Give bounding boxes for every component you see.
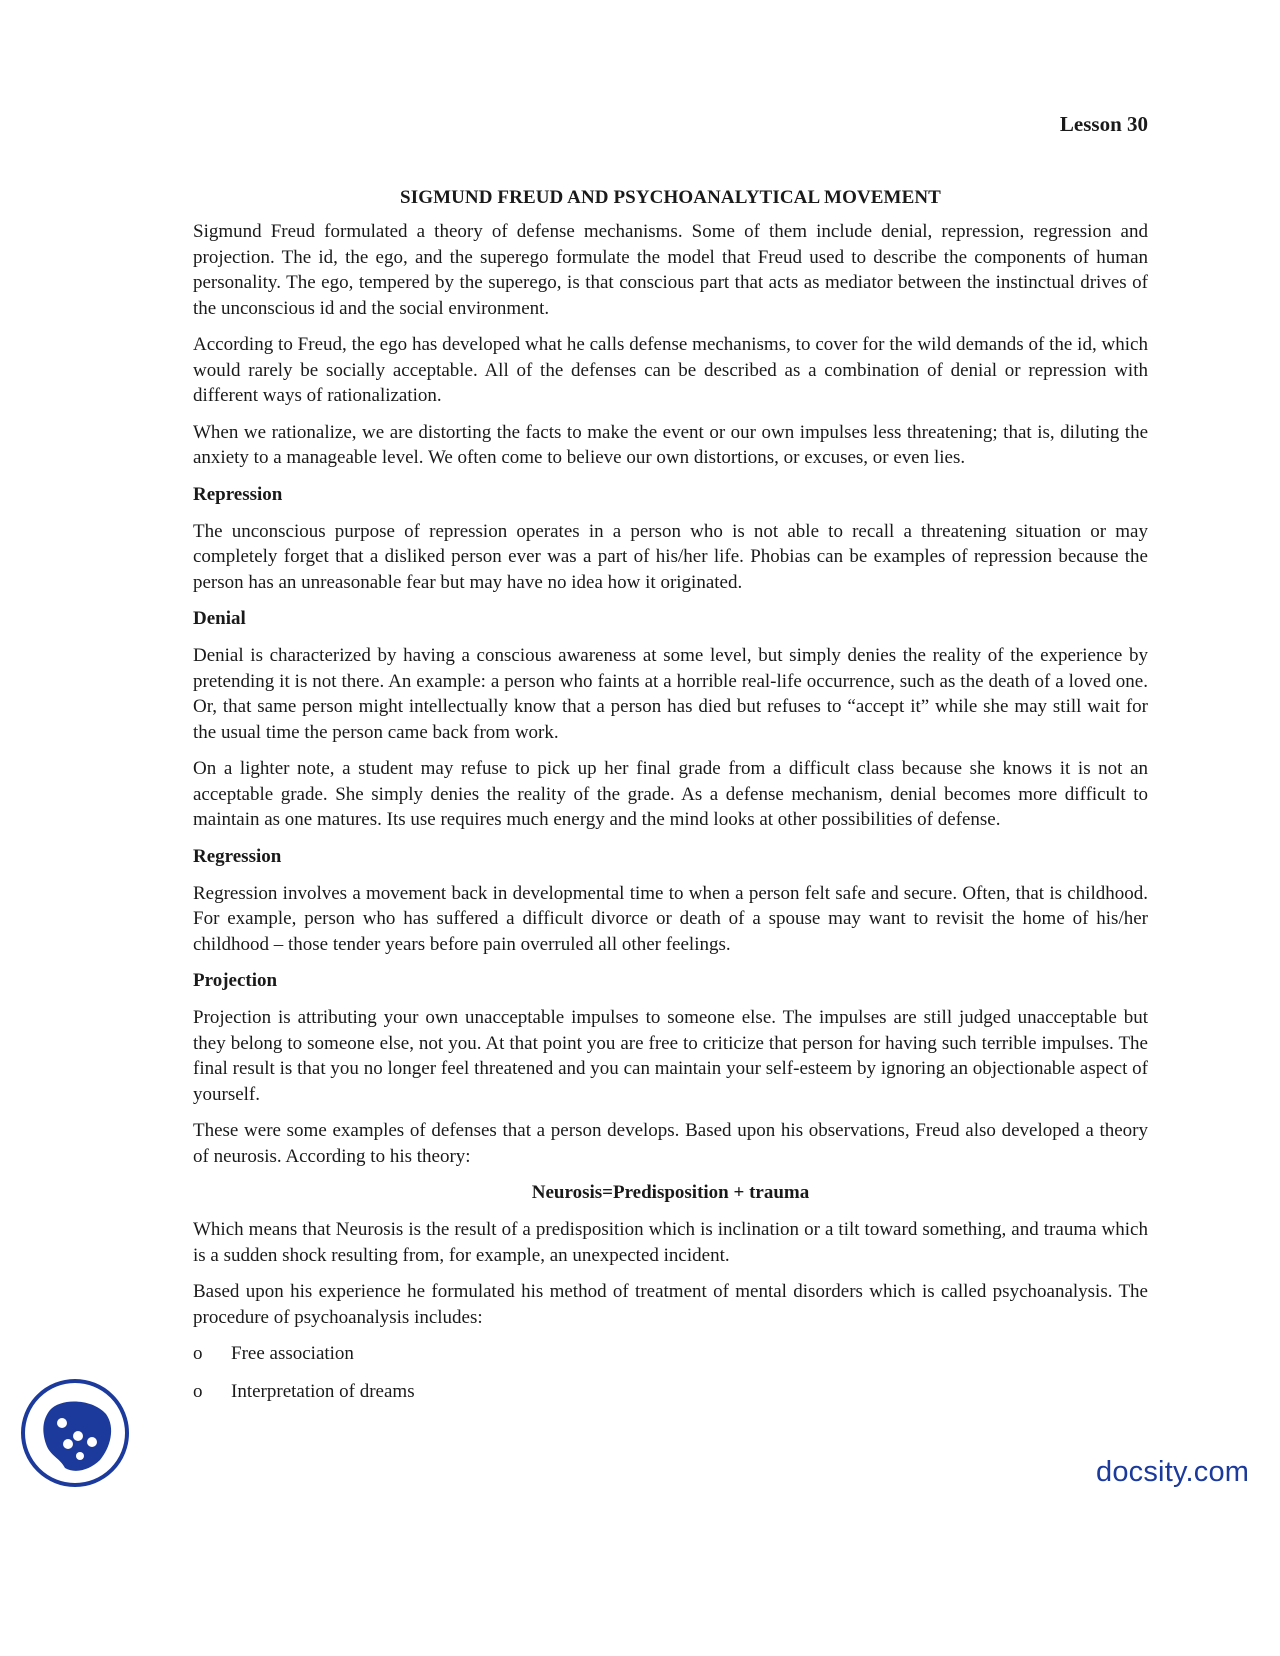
section-heading-repression: Repression bbox=[193, 483, 283, 505]
list-item-label: Free association bbox=[231, 1343, 354, 1364]
neurosis-formula: Neurosis=Predisposition + trauma bbox=[531, 1182, 810, 1203]
projection-paragraph-1: Projection is attributing your own unacceptable impulses to someone else. The impulses are still judged unacceptable but they belong to someone else, not you. At that point you are free to criticize that person for having such terrible impulses. The final result is that you no longer feel threatened and you can maintain your self-esteem by ignoring an objectionable aspect of yourself. bbox=[193, 1007, 1148, 1105]
docsity-brand-link[interactable]: docsity.com bbox=[1096, 1456, 1250, 1488]
repression-paragraph: The unconscious purpose of repression operates in a person who is not able to recall a threatening situation or may completely forget that a disliked person ever was a part of his/her life. Phobias can be examples of repression because the person has an unreasonable fear but may have no idea how it originated. bbox=[193, 520, 1148, 593]
psychoanalysis-paragraph: Based upon his experience he formulated his method of treatment of mental disorders which is called psychoanalysis. The procedure of psychoanalysis includes: bbox=[193, 1281, 1148, 1328]
intro-paragraph-3: When we rationalize, we are distorting the facts to make the event or our own impulses less threatening; that is, diluting the anxiety to a manageable level. We often come to believe our own distortions, or excuses, or even lies. bbox=[193, 421, 1148, 468]
list-item bbox=[193, 1341, 1148, 1367]
section-heading-denial: Denial bbox=[193, 608, 246, 629]
list-bullet: o bbox=[193, 1381, 203, 1402]
document-title: SIGMUND FREUD AND PSYCHOANALYTICAL MOVEMENT bbox=[400, 187, 941, 208]
list-bullet: o bbox=[193, 1343, 203, 1364]
section-heading-regression: Regression bbox=[193, 845, 282, 867]
docsity-logo-icon[interactable] bbox=[20, 1378, 130, 1488]
intro-paragraph-1: Sigmund Freud formulated a theory of defense mechanisms. Some of them include denial, repression, regression and projection. The id, the ego, and the superego formulate the model that Freud used to describe the components of human personality. The ego, tempered by the superego, is that conscious part that acts as mediator between the instinctual drives of the unconscious id and the social environment. bbox=[193, 221, 1148, 319]
neurosis-explanation-paragraph: Which means that Neurosis is the result of a predisposition which is inclination or a tilt toward something, and trauma which is a sudden shock resulting from, for example, an unexpected incident. bbox=[193, 1219, 1148, 1266]
document-page bbox=[193, 112, 1148, 1417]
procedure-list bbox=[193, 1341, 1148, 1405]
denial-paragraph-2: On a lighter note, a student may refuse to pick up her final grade from a difficult class because she knows it is not an acceptable grade. She simply denies the reality of the grade. As a defense mechanism, denial becomes more difficult to maintain as one matures. Its use requires much energy and the mind looks at other possibilities of defense. bbox=[193, 758, 1148, 830]
projection-paragraph-2: These were some examples of defenses that a person develops. Based upon his observations, Freud also developed a theory of neurosis. According to his theory: bbox=[193, 1120, 1148, 1167]
list-item-label: Interpretation of dreams bbox=[231, 1381, 415, 1402]
regression-paragraph: Regression involves a movement back in developmental time to when a person felt safe and secure. Often, that is childhood. For example, person who has suffered a difficult divorce or death of a spouse may want to revisit the home of his/her childhood – those tender years before pain overruled all other feelings. bbox=[193, 882, 1148, 955]
denial-paragraph-1: Denial is characterized by having a conscious awareness at some level, but simply denies the reality of the experience by pretending it is not there. An example: a person who faints at a horrible real-life occurrence, such as the death of a loved one. Or, that same person might intellectually know that a person has died but refuses to “accept it” while she may still wait for the usual time the person came back from work. bbox=[193, 645, 1148, 743]
list-item bbox=[193, 1379, 1148, 1405]
lesson-number: Lesson 30 bbox=[1059, 112, 1148, 136]
section-heading-projection: Projection bbox=[193, 970, 278, 991]
intro-paragraph-2: According to Freud, the ego has developed what he calls defense mechanisms, to cover for the wild demands of the id, which would rarely be socially acceptable. All of the defenses can be described as a combination of denial or repression with different ways of rationalization. bbox=[193, 334, 1148, 406]
